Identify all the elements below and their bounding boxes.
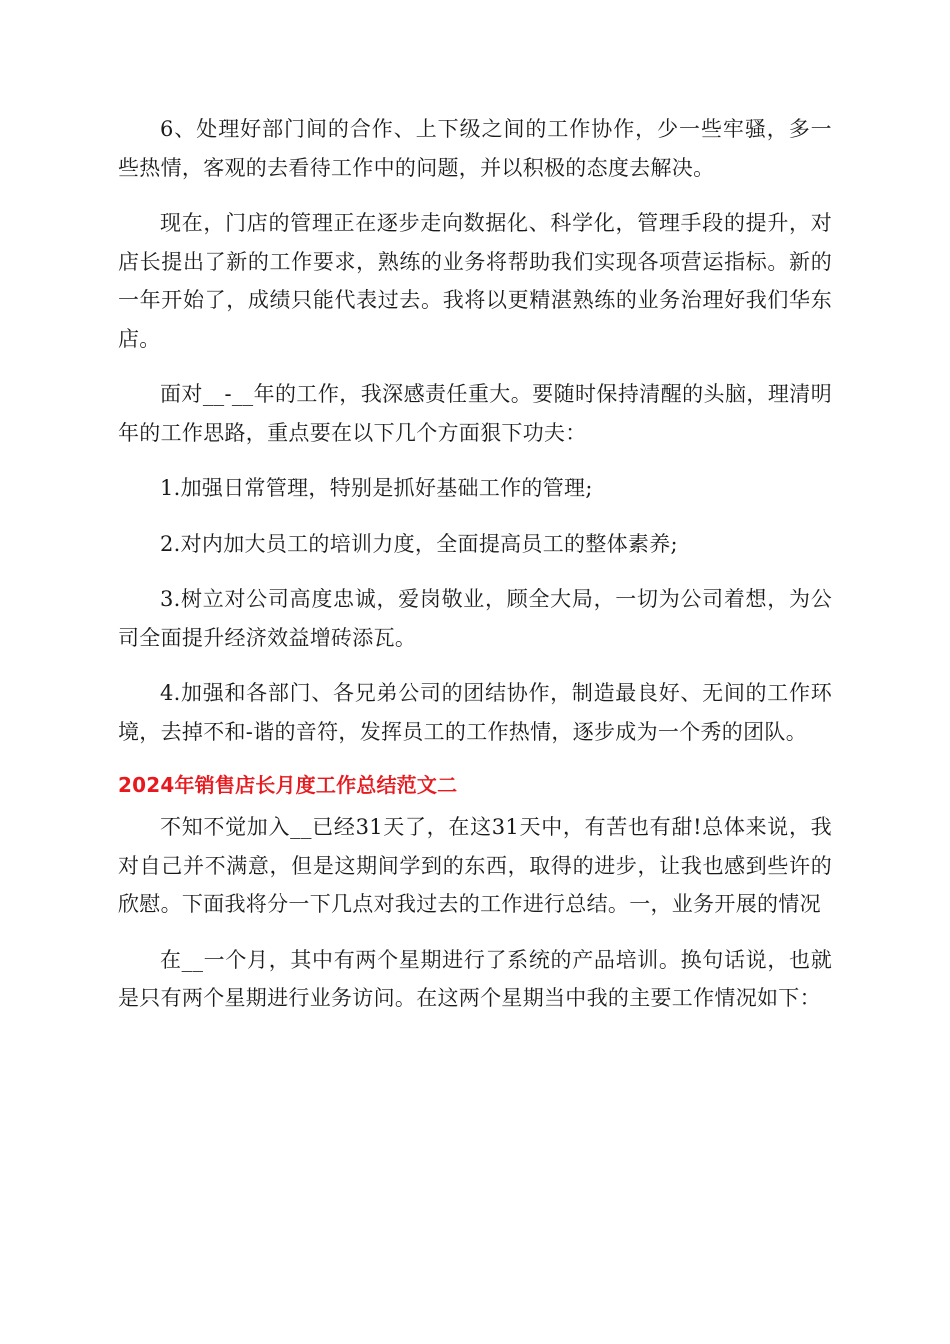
paragraph-facing-work: 面对__-__年的工作，我深感责任重大。要随时保持清醒的头脑，理清明年的工作思路，重点要在以下几个方面狠下功夫： (118, 382, 832, 445)
document-body (118, 110, 832, 1035)
paragraph-item-6: 6、处理好部门间的合作、上下级之间的工作协作，少一些牢骚，多一些热情，客观的去看待工作中的问题，并以积极的态度去解决。 (118, 117, 832, 180)
paragraph-joined-31-days: 不知不觉加入__已经31天了，在这31天中，有苦也有甜!总体来说，我对自己并不满意，但是这期间学到的东西，取得的进步，让我也感到些许的欣慰。下面我将分一下几点对我过去的工作进行总结。一，业务开展的情况 (118, 815, 832, 916)
section-title: 2024年销售店长月度工作总结范文二 (118, 773, 458, 797)
list-item-1: 1.加强日常管理，特别是抓好基础工作的管理; (160, 476, 593, 500)
list-item-2: 2.对内加大员工的培训力度，全面提高员工的整体素养; (160, 531, 678, 556)
paragraph-one-month: 在__一个月，其中有两个星期进行了系统的产品培训。换句话说，也就是只有两个星期进行业务访问。在这两个星期当中我的主要工作情况如下： (118, 947, 832, 1010)
paragraph-store-management: 现在，门店的管理正在逐步走向数据化、科学化，管理手段的提升，对店长提出了新的工作要求，熟练的业务将帮助我们实现各项营运指标。新的一年开始了，成绩只能代表过去。我将以更精湛熟练的业务治理好我们华东店。 (118, 211, 832, 351)
list-item-4: 4.加强和各部门、各兄弟公司的团结协作，制造最良好、无间的工作环境，去掉不和-谐的音符，发挥员工的工作热情，逐步成为一个秀的团队。 (118, 681, 832, 744)
list-item-3: 3.树立对公司高度忠诚，爱岗敬业，顾全大局，一切为公司着想，为公司全面提升经济效益增砖添瓦。 (118, 587, 832, 650)
